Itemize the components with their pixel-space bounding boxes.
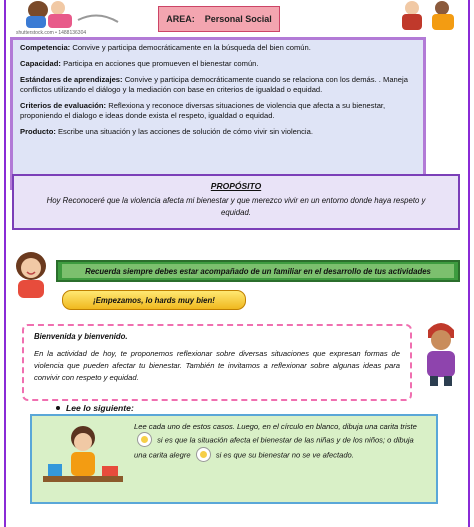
proposito-text: Hoy Reconoceré que la violencia afecta mi bienestar y que merezco vivir en un entorno donde haya respeto y equidad.	[46, 196, 426, 217]
producto-row: Producto: Escribe una situación y las acciones de solución de cómo vivir sin violencia.	[20, 127, 313, 136]
kids-illustration	[398, 0, 468, 30]
kids-illustration	[18, 0, 138, 30]
criterios-row: Criterios de evaluación: Reflexiona y reconoce diversas situaciones de violencia que afecta a su bienestar, proponiendo el dialogo e ideas donde exista el respeto, igualdad o equidad.	[20, 101, 386, 120]
recuerda-text: Recuerda siempre debes estar acompañado de un familiar en el desarrollo de tus actividades	[62, 264, 454, 278]
stock-caption: shutterstock.com • 1488136304	[16, 30, 87, 36]
bienvenida-box	[22, 324, 412, 401]
area-label: AREA:	[166, 14, 195, 24]
proposito-title: PROPÓSITO	[210, 181, 262, 191]
recuerda-banner	[56, 260, 460, 282]
happy-face-icon	[196, 447, 211, 462]
bienvenida-text: En la actividad de hoy, te proponemos reflexionar sobre diversas situaciones que expresan formas de violencia que pueden afectar tu bienestar. También te invitamos a reflexionar sobre algunas ideas para convivir con respeto y equidad.	[34, 349, 400, 382]
estandares-row: Estándares de aprendizajes: Convive y participa democráticamente cuando se relaciona con los demás. . Maneja conflictos utilizando el diálogo y la mediación con base en criterios de igualdad o equidad.	[20, 75, 408, 94]
task-instructions: Lee cada uno de estos casos. Luego, en el círculo en blanco, dibuja una carita triste si es que la situación afecta el bienestar de las niñas y de los niños; o dibuja una carita alegre si es que su bienestar no se ve afectado.	[134, 421, 428, 463]
area-value: Personal Social	[204, 14, 272, 24]
boy-illustration	[418, 318, 464, 388]
competencia-row: Competencia: Convive y participa democráticamente en la búsqueda del bien común.	[20, 43, 311, 52]
girl-illustration	[8, 250, 54, 300]
student-illustration	[38, 420, 128, 500]
task-box	[30, 414, 438, 504]
area-tab	[158, 6, 280, 32]
bullet-icon	[56, 406, 60, 410]
competencias-box	[10, 37, 426, 190]
sad-face-icon	[137, 432, 152, 447]
capacidad-row: Capacidad: Participa en acciones que promueven el bienestar común.	[20, 59, 259, 68]
bienvenida-title: Bienvenida y bienvenido.	[34, 332, 128, 341]
lee-heading: Lee lo siguiente:	[66, 403, 134, 413]
proposito-box	[12, 174, 460, 230]
empezamos-banner: ¡Empezamos, lo hards muy bien!	[62, 290, 246, 310]
